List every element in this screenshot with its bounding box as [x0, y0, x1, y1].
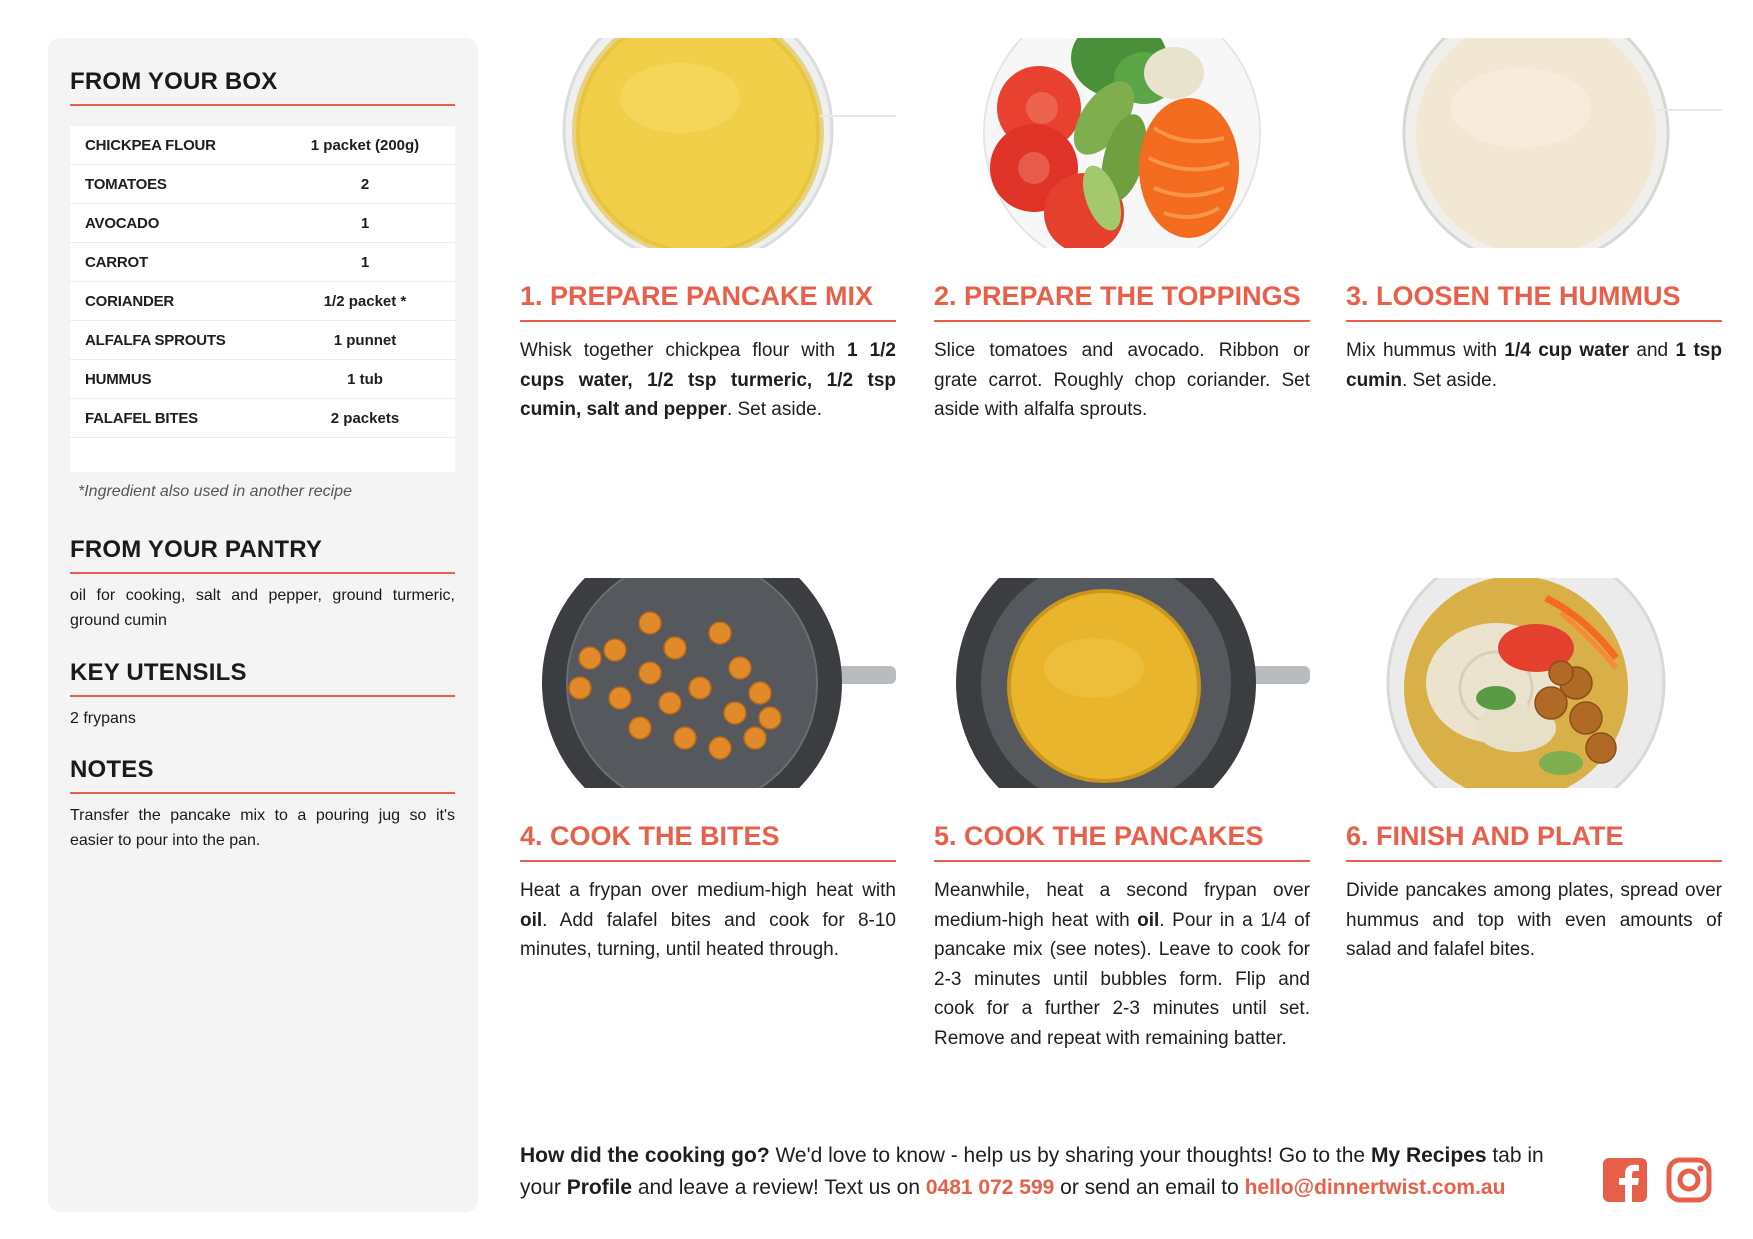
ingredient-name: AVOCADO	[85, 214, 160, 232]
utensils-text: 2 frypans	[70, 710, 136, 727]
pancake-pan-photo	[934, 578, 1310, 788]
table-row	[70, 165, 455, 204]
step-text: Whisk together chickpea flour with 1 1/2 cups water, 1/2 tsp turmeric, 1/2 tsp cumin, salt and pepper. Set aside.	[520, 340, 896, 420]
email-link[interactable]: hello@dinnertwist.com.au	[1244, 1176, 1506, 1199]
table-row	[70, 321, 455, 360]
step-title: 4. COOK THE BITES	[520, 821, 896, 862]
utensils-heading: KEY UTENSILS	[70, 659, 455, 697]
ingredient-qty: 2	[360, 175, 370, 193]
falafel-pan-photo	[520, 578, 896, 788]
step-text: Mix hummus with 1/4 cup water and 1 tsp cumin. Set aside.	[1346, 340, 1722, 391]
ingredient-name: ALFALFA SPROUTS	[85, 331, 226, 349]
step-text: Divide pancakes among plates, spread over hummus and top with even amounts of salad and falafel bites.	[1346, 880, 1722, 960]
notes-heading: NOTES	[70, 756, 455, 794]
ingredient-qty: 1	[360, 253, 370, 271]
toppings-photo	[934, 38, 1310, 248]
feedback-footer: How did the cooking go? We'd love to know - help us by sharing your thoughts! Go to the My Recipes tab in your Profile and leave a review! Text us on 0481 072 599 or send an email to hello@dinnertwist.com.au	[520, 1144, 1544, 1199]
notes-text: Transfer the pancake mix to a pouring jug so it's easier to pour into the pan.	[70, 807, 455, 849]
step-text: Slice tomatoes and avocado. Ribbon or grate carrot. Roughly chop coriander. Set aside with alfalfa sprouts.	[934, 340, 1310, 420]
pantry-text: oil for cooking, salt and pepper, ground turmeric, ground cumin	[70, 587, 455, 629]
ingredient-qty: 1 packet (200g)	[310, 136, 420, 154]
ingredient-qty: 1/2 packet *	[323, 292, 407, 310]
table-row	[70, 360, 455, 399]
table-row	[70, 243, 455, 282]
hummus-photo	[1346, 38, 1722, 248]
ingredients-sidebar	[48, 38, 478, 1212]
plated-dish-photo	[1346, 578, 1722, 788]
step-text: Meanwhile, heat a second frypan over medium-high heat with oil. Pour in a 1/4 of pancake mix (see notes). Leave to cook for 2-3 minutes until bubbles form. Flip and cook for a further 2-3 minutes until set. Remove and repeat with remaining batter.	[934, 880, 1310, 1049]
step-title: 3. LOOSEN THE HUMMUS	[1346, 281, 1722, 322]
ingredient-name: CORIANDER	[85, 292, 175, 310]
ingredient-qty: 2 packets	[330, 409, 400, 427]
table-row	[70, 399, 455, 438]
pantry-heading: FROM YOUR PANTRY	[70, 536, 455, 574]
ingredient-qty: 1	[360, 214, 370, 232]
box-heading: FROM YOUR BOX	[70, 68, 455, 106]
ingredient-qty: 1 tub	[347, 370, 383, 388]
pancake-mix-photo	[520, 38, 896, 248]
step-title: 1. PREPARE PANCAKE MIX	[520, 281, 896, 322]
ingredient-name: HUMMUS	[85, 370, 152, 388]
ingredient-name: FALAFEL BITES	[85, 409, 198, 427]
step-text: Heat a frypan over medium-high heat with oil. Add falafel bites and cook for 8-10 minutes, turning, until heated through.	[520, 880, 896, 960]
table-row	[70, 126, 455, 165]
ingredient-name: TOMATOES	[85, 175, 167, 193]
facebook-icon[interactable]	[1602, 1157, 1648, 1203]
table-row	[70, 282, 455, 321]
ingredient-name: CARROT	[85, 253, 148, 271]
step-title: 2. PREPARE THE TOPPINGS	[934, 281, 1310, 322]
ingredients-table	[70, 126, 455, 472]
instagram-icon[interactable]	[1666, 1157, 1712, 1203]
step-title: 6. FINISH AND PLATE	[1346, 821, 1722, 862]
table-row	[70, 204, 455, 243]
ingredient-name: CHICKPEA FLOUR	[85, 136, 216, 154]
footnote: *Ingredient also used in another recipe	[78, 483, 352, 500]
phone-link[interactable]: 0481 072 599	[925, 1176, 1055, 1199]
ingredient-qty: 1 punnet	[333, 331, 397, 349]
step-title: 5. COOK THE PANCAKES	[934, 821, 1310, 862]
